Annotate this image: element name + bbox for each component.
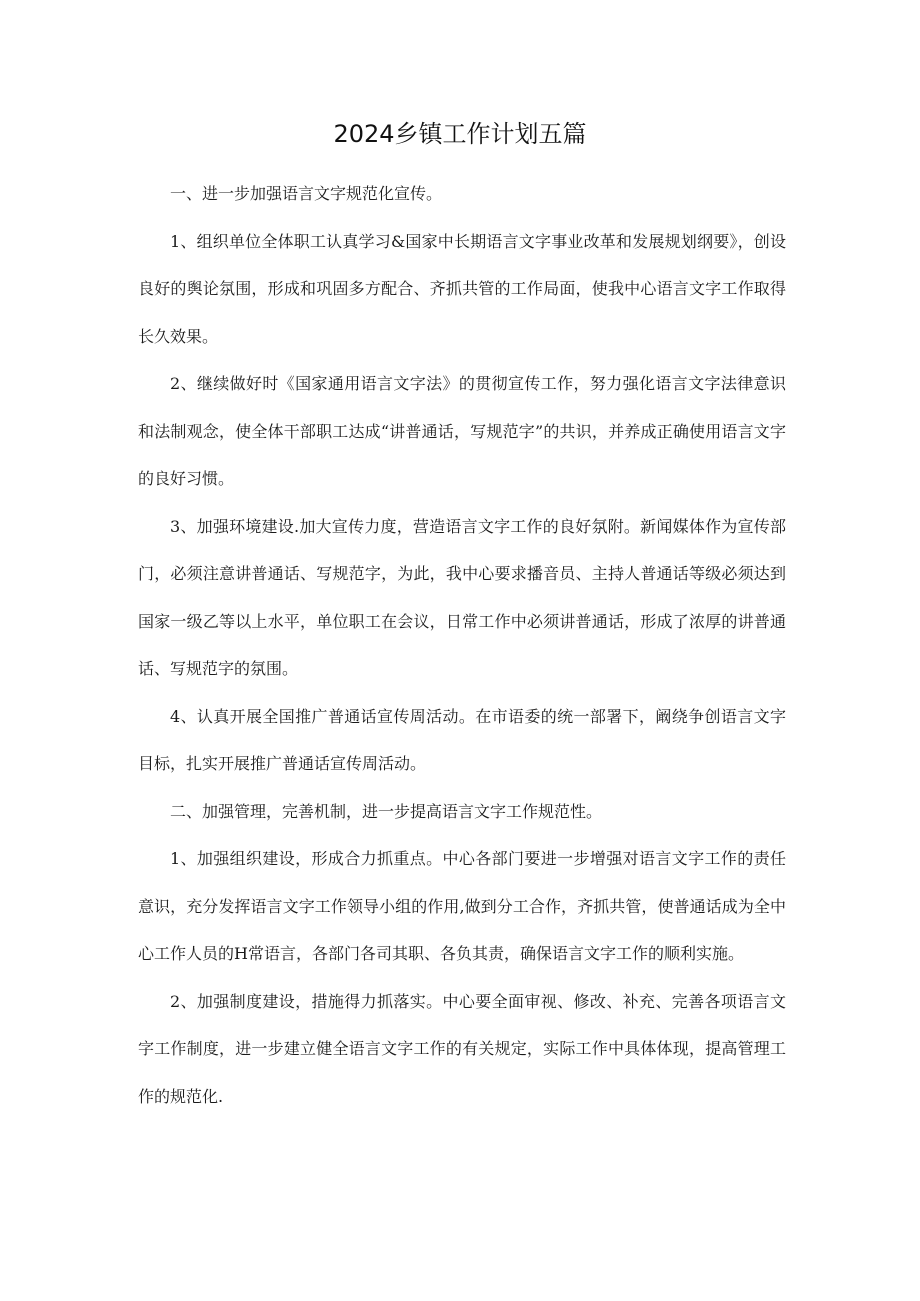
paragraph: 2、加强制度建设，措施得力抓落实。中心要全面审视、修改、补充、完善各项语言文字工作制度，进一步建立健全语言文字工作的有关规定，实际工作中具体体现，提高管理工作的规范化. [138,991,786,1106]
section-heading-2: 二、加强管理，完善机制，进一步提高语言文字工作规范性。 [170,801,603,821]
document-body [138,170,786,1120]
paragraph: 1、加强组织建设，形成合力抓重点。中心各部门要进一步增强对语言文字工作的责任意识，充分发挥语言文字工作领导小组的作用,做到分工合作，齐抓共管，使普通话成为全中心工作人员的H常语言，各部门各司其职、各负其责，确保语言文字工作的顺利实施。 [138,849,786,963]
paragraph: 3、加强环境建设.加大宣传力度，营造语言文字工作的良好氛附。新闻媒体作为宣传部门，必须注意讲普通话、写规范字，为此，我中心要求播音员、主持人普通话等级必须达到国家一级乙等以上水平，单位职工在会议，日常工作中必须讲普通话，形成了浓厚的讲普通话、写规范字的氛围。 [138,516,786,678]
paragraph: 1、组织单位全体职工认真学习&国家中长期语言文字事业改革和发展规划纲要》，创设良好的舆论氛围，形成和巩固多方配合、齐抓共管的工作局面，使我中心语言文字工作取得长久效果。 [138,231,786,346]
paragraph: 2、继续做好时《国家通用语言文字法》的贯彻宣传工作，努力强化语言文字法律意识和法制观念，使全体干部职工达成“讲普通话，写规范字”的共识，并养成正确使用语言文字的良好习惯。 [138,374,786,488]
section-heading-1: 一、进一步加强语言文字规范化宣传。 [170,184,443,203]
paragraph: 4、认真开展全国推广普通话宣传周活动。在市语委的统一部署下，阚绕争创语言文字目标，扎实开展推广普通话宣传周活动。 [138,706,786,773]
document-title: 2024乡镇工作计划五篇 [333,120,587,148]
